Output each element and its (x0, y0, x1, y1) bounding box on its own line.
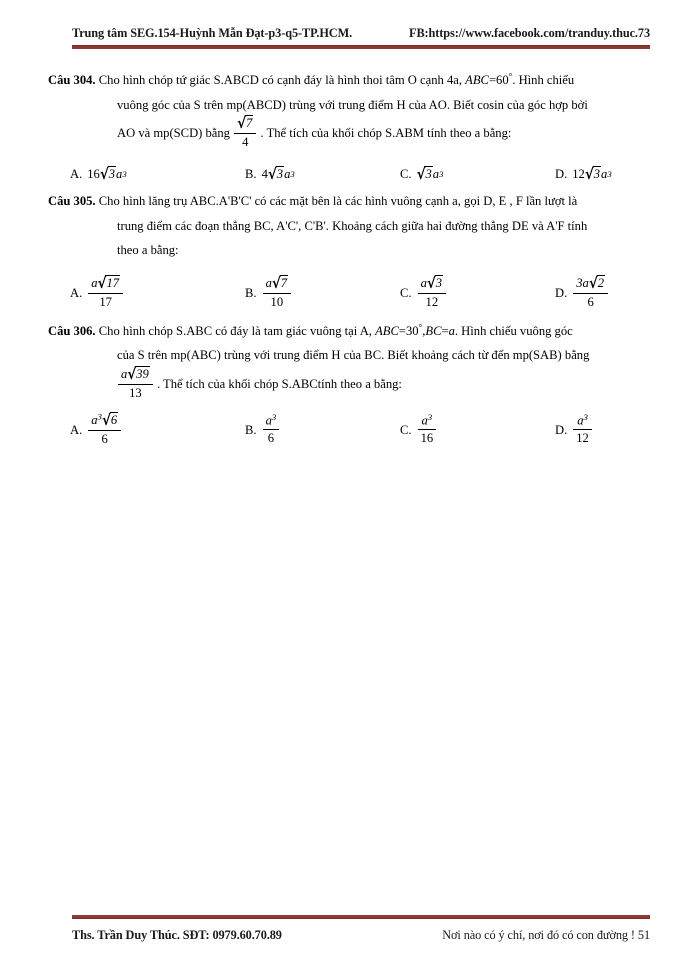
sqrt-icon (585, 166, 601, 182)
question-305-line-3: theo a bằng: (117, 243, 179, 258)
question-305-answer-c-fraction (418, 275, 447, 309)
question-306-math-separator: , (422, 323, 426, 338)
question-305-answer-a-fraction (88, 275, 123, 309)
question-306-angle-val: 30 (406, 323, 419, 338)
question-305-answer-a[interactable] (70, 277, 245, 311)
radical-sign-icon: √ (97, 275, 107, 293)
question-306 (48, 319, 656, 454)
question-304-answer-b-radicand: 3 (276, 167, 284, 182)
radical-sign-icon: √ (237, 115, 247, 133)
question-305-answer-b-fraction (263, 275, 292, 309)
question-305-answers (48, 271, 656, 317)
question-304-angle-val: 60 (496, 73, 509, 87)
question-305-line-1-text: Cho hình lăng trụ ABC.A'B'C' có các mặt bên là các hình vuông cạnh a, gọi D, E , F lần lượt là (98, 194, 578, 209)
question-306-answer-c-numerator (418, 413, 437, 430)
header-right-text: FB:https://www.facebook.com/tranduy.thuc.73 (409, 26, 650, 40)
question-306-answer-b-tag: B. (245, 423, 257, 438)
radical-sign-icon: √ (99, 166, 109, 184)
question-306-answer-b-numerator (263, 413, 280, 430)
question-306-distance-denominator: 13 (129, 385, 142, 400)
question-305-answer-b-radicand: 7 (280, 275, 288, 290)
question-306-line-3-text-b: . Thể tích của khối chóp S.ABCtính theo a bằng: (156, 376, 402, 391)
question-306-answer-b-fraction (263, 413, 280, 445)
question-305-answer-a-coef: a (91, 275, 98, 290)
question-306-answer-d-exp: 3 (583, 412, 588, 423)
question-305-answer-d-fraction (573, 275, 608, 309)
question-305-line-1 (48, 189, 656, 214)
question-304-line-1 (48, 68, 656, 93)
question-306-answer-a-tag: A. (70, 423, 83, 438)
sqrt-icon (589, 275, 605, 292)
question-306-answer-b-exp: 3 (271, 412, 277, 423)
question-306-bc-var: BC (425, 323, 442, 338)
question-304-answer-c-var: a (432, 166, 440, 181)
question-304-answer-c-exp: 3 (439, 169, 444, 180)
question-304-answers (48, 161, 656, 187)
sqrt-icon (427, 275, 443, 292)
question-304-text (48, 68, 656, 151)
sqrt-icon (98, 275, 121, 292)
question-305-answer-d-numerator (573, 275, 608, 294)
question-304-answer-a[interactable] (70, 166, 245, 182)
question-306-distance-radicand: 39 (136, 367, 149, 381)
page-header (72, 26, 650, 41)
question-305-answer-b-coef: a (265, 275, 272, 290)
question-305-answer-d-denominator: 6 (587, 294, 594, 309)
question-304-angle-degree: ° (508, 71, 513, 82)
question-305-answer-b-denominator: 10 (270, 294, 284, 309)
question-306-line-2: của S trên mp(ABC) trùng với trung điểm H của BC. Biết khoảng cách từ đến mp(SAB) bằng (117, 348, 590, 363)
question-306-answer-c-fraction (418, 413, 437, 445)
question-306-answer-a-fraction (88, 412, 121, 446)
question-304-answer-a-var: a (116, 166, 123, 181)
question-305-answer-a-denominator: 17 (99, 294, 112, 309)
question-304-answer-a-coef: 16 (87, 166, 100, 181)
question-306-line-1-text-b: . Hình chiếu vuông góc (454, 323, 573, 338)
question-304-answer-d-var: a (601, 166, 608, 181)
question-305-answer-c-numerator (418, 275, 447, 294)
question-304-cos-numerator (234, 115, 256, 134)
question-304-cos-denominator: 4 (242, 135, 249, 150)
question-305-answer-d-tag: D. (555, 286, 568, 301)
document-content (48, 68, 656, 456)
question-306-answer-a-numerator (88, 412, 121, 431)
question-306-answer-d[interactable] (555, 412, 593, 447)
radical-sign-icon: √ (271, 275, 281, 293)
question-305-answer-b-numerator (263, 275, 292, 294)
question-304-answer-b[interactable] (245, 166, 400, 182)
radical-sign-icon: √ (588, 275, 598, 293)
question-306-answer-a-exp: 3 (97, 411, 102, 422)
question-304-answer-a-radicand: 3 (108, 167, 116, 182)
question-305-answer-c-radicand: 3 (435, 275, 443, 290)
question-306-answer-d-tag: D. (555, 423, 568, 438)
question-304-line-3-text-a: AO và mp(SCD) bằng (117, 126, 230, 141)
question-305-answer-b-tag: B. (245, 286, 257, 301)
question-304-answer-b-coef: 4 (261, 166, 268, 181)
sqrt-icon (237, 115, 253, 132)
radical-sign-icon: √ (584, 166, 594, 184)
radical-sign-icon: √ (101, 412, 111, 430)
question-306-angle-degree: ° (418, 322, 423, 333)
radical-sign-icon: √ (426, 275, 436, 293)
question-304-label: Câu 304. (48, 73, 96, 87)
question-304-line-1-text-a: Cho hình chóp tứ giác S.ABCD có cạnh đáy là hình thoi tâm O cạnh 4a, (98, 73, 462, 87)
question-304-line-2: vuông góc của S trên mp(ABCD) trùng với trung điểm H của AO. Biết cosin của góc hợp bởi (117, 97, 588, 112)
question-305-answer-c-coef: a (420, 275, 427, 290)
question-305-answer-c-tag: C. (400, 286, 412, 301)
question-306-angle-var: ABC (375, 323, 399, 338)
question-305-answer-d-radicand: 2 (597, 275, 605, 290)
question-305-answer-a-numerator (88, 275, 123, 294)
footer-right-text: Nơi nào có ý chí, nơi đó có con đường ! 51 (442, 928, 650, 942)
question-305-answer-b[interactable] (245, 277, 400, 311)
question-304-line-3-text-b: . Thể tích của khối chóp S.ABM tính theo a bằng: (260, 126, 512, 141)
page-footer (72, 928, 650, 943)
sqrt-icon (100, 166, 116, 182)
question-304-answer-d-radicand: 3 (593, 167, 601, 182)
question-306-answer-a-var: a (91, 413, 98, 428)
question-306-answer-c-denominator: 16 (420, 430, 434, 445)
question-306-answer-c-var: a (421, 413, 428, 428)
question-305-answer-c[interactable] (400, 277, 555, 311)
question-304 (48, 68, 656, 187)
question-306-distance-numerator (118, 366, 153, 385)
sqrt-icon (102, 412, 118, 429)
question-306-answer-a[interactable] (70, 411, 245, 448)
question-304-answer-b-exp: 3 (290, 169, 295, 180)
question-304-line-1-text-b: . Hình chiếu (512, 73, 575, 87)
question-305-line-2: trung điểm các đoạn thẳng BC, A'C', C'B'. Khoảng cách giữa hai đường thẳng DE và A'F tính (117, 218, 588, 233)
radical-sign-icon: √ (127, 366, 137, 384)
question-305-answer-a-tag: A. (70, 286, 83, 301)
question-304-answer-b-tag: B. (245, 166, 257, 181)
question-306-answer-c-exp: 3 (427, 412, 433, 423)
question-306-line-1-text-a: Cho hình chóp S.ABC có đáy là tam giác vuông tại A, (98, 323, 372, 338)
question-306-distance-fraction (118, 366, 153, 400)
question-305-answer-c-denominator: 12 (425, 294, 439, 309)
question-306-answer-b[interactable] (245, 412, 400, 447)
question-306-line-3 (48, 368, 656, 402)
question-304-answer-d[interactable] (555, 166, 612, 182)
question-306-distance-coef: a (121, 367, 128, 381)
question-304-answer-d-coef: 12 (572, 166, 585, 181)
sqrt-icon (272, 275, 288, 292)
question-306-answer-c-tag: C. (400, 423, 412, 438)
footer-left-text: Ths. Trần Duy Thúc. SĐT: 0979.60.70.89 (72, 928, 282, 942)
question-306-bc-val: a (448, 323, 455, 338)
sqrt-icon (268, 166, 284, 182)
question-304-answer-b-var: a (284, 166, 291, 181)
question-306-answer-a-denominator: 6 (101, 431, 108, 446)
question-306-answer-d-fraction (573, 413, 592, 445)
question-306-answer-c[interactable] (400, 412, 555, 447)
question-306-answer-a-radicand: 6 (110, 413, 118, 428)
question-305 (48, 189, 656, 317)
question-304-angle-eq: = (488, 73, 497, 87)
header-left-text: Trung tâm SEG.154-Huỳnh Mẫn Đạt-p3-q5-TP.HCM. (72, 26, 353, 40)
question-306-bc-eq: = (441, 323, 449, 338)
question-305-answer-a-radicand: 17 (106, 275, 120, 290)
question-304-cos-radicand: 7 (246, 116, 253, 131)
footer-divider-rule (72, 915, 650, 919)
question-304-answer-c[interactable] (400, 166, 555, 182)
question-304-answer-a-tag: A. (70, 166, 83, 181)
question-306-answer-d-var: a (577, 413, 584, 428)
question-304-answer-c-radicand: 3 (425, 167, 432, 182)
question-304-answer-c-tag: C. (400, 166, 412, 181)
question-305-answer-d-coef: 3a (576, 275, 589, 290)
radical-sign-icon: √ (267, 166, 277, 184)
question-306-label: Câu 306. (48, 323, 96, 338)
question-304-line-3 (48, 117, 656, 151)
sqrt-icon (127, 366, 150, 383)
question-306-answer-d-denominator: 12 (576, 430, 589, 445)
question-305-answer-d[interactable] (555, 277, 609, 311)
question-305-text (48, 189, 656, 263)
question-304-answer-d-exp: 3 (607, 169, 612, 180)
question-306-answer-b-var: a (265, 413, 272, 428)
question-304-answer-d-tag: D. (555, 166, 568, 181)
question-306-answer-b-denominator: 6 (267, 430, 275, 445)
question-306-line-1 (48, 319, 656, 344)
question-304-answer-a-exp: 3 (122, 169, 127, 180)
header-divider-rule (72, 45, 650, 49)
question-305-label: Câu 305. (48, 194, 96, 209)
sqrt-icon (417, 166, 433, 182)
question-306-text (48, 319, 656, 402)
question-306-angle-eq: = (398, 323, 406, 338)
radical-sign-icon: √ (416, 166, 426, 184)
question-306-answer-d-numerator (573, 413, 592, 430)
question-304-angle-var: ABC (465, 73, 489, 87)
question-304-cos-fraction (234, 115, 256, 149)
question-306-answers (48, 408, 656, 454)
